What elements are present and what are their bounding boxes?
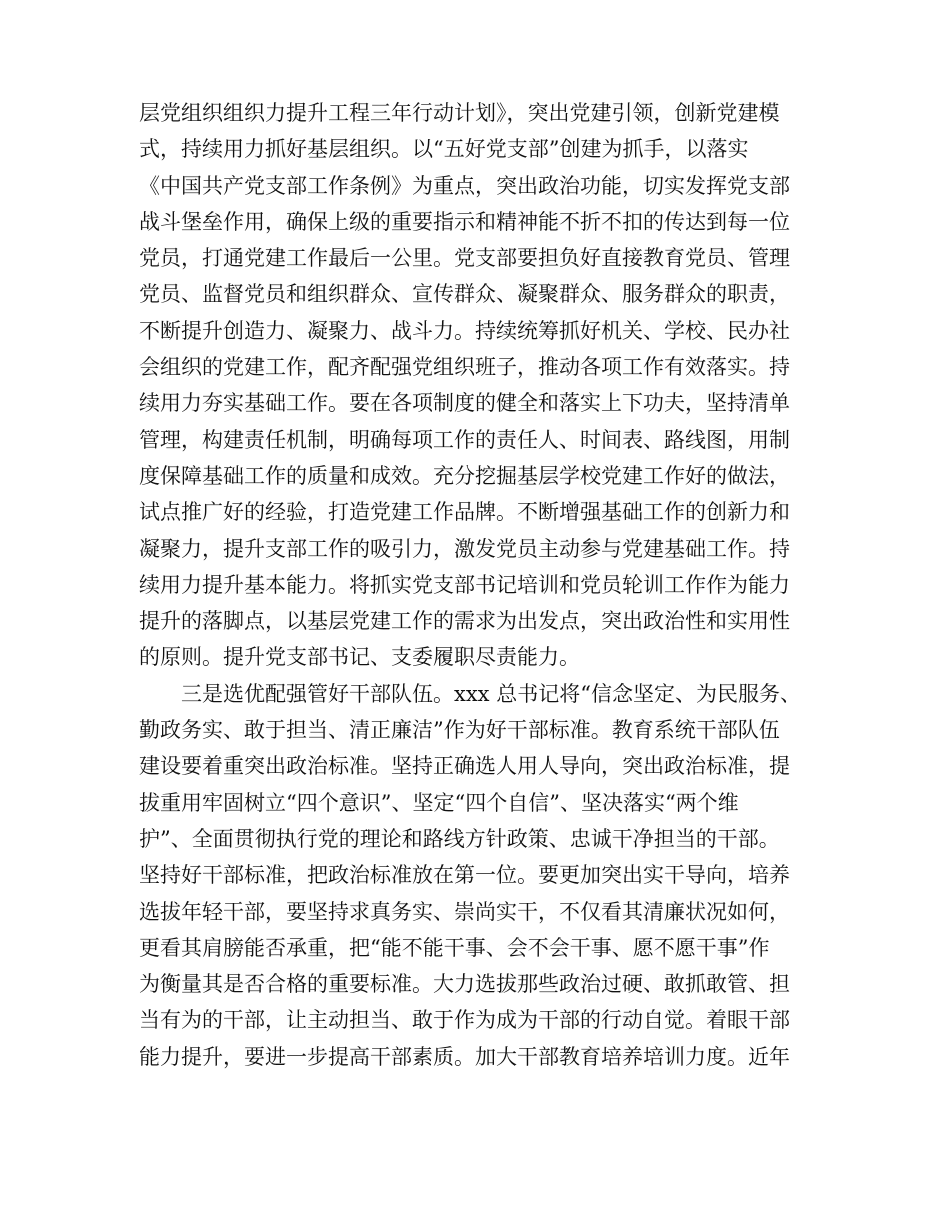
text-line: 的原则。提升党支部书记、支委履职尽责能力。 xyxy=(139,645,580,670)
text-line: 试点推广好的经验，打造党建工作品牌。不断增强基础工作的创新力和 xyxy=(139,500,790,525)
text-line: 选拔年轻干部，要坚持求真务实、崇尚实干，不仅看其清廉状况如何， xyxy=(139,899,790,924)
text-line: 提升的落脚点，以基层党建工作的需求为出发点，突出政治性和实用性 xyxy=(139,609,790,634)
text-line: 式，持续用力抓好基层组织。以“五好党支部”创建为抓手，以落实 xyxy=(139,137,749,162)
text-line: 层党组织组织力提升工程三年行动计划》，突出党建引领，创新党建模 xyxy=(139,101,780,125)
text-line: 当有为的干部，让主动担当、敢于作为成为干部的行动自觉。着眼干部 xyxy=(139,1008,790,1033)
text-line: 三是选优配强管好干部队伍。xxx 总书记将“信念坚定、为民服务、 xyxy=(181,681,801,706)
text-line: 续用力夯实基础工作。要在各项制度的健全和落实上下功夫，坚持清单 xyxy=(139,391,790,416)
text-line: 会组织的党建工作，配齐配强党组织班子，推动各项工作有效落实。持 xyxy=(139,355,790,380)
document-body xyxy=(139,95,839,1075)
text-line: 管理，构建责任机制，明确每项工作的责任人、时间表、路线图，用制 xyxy=(139,427,790,452)
text-line: 《中国共产党支部工作条例》为重点，突出政治功能，切实发挥党支部 xyxy=(139,173,790,198)
text-line: 坚持好干部标准，把政治标准放在第一位。要更加突出实干导向，培养 xyxy=(139,863,790,888)
text-line: 勤政务实、敢于担当、清正廉洁”作为好干部标准。教育系统干部队伍 xyxy=(139,718,780,743)
text-line: 续用力提升基本能力。将抓实党支部书记培训和党员轮训工作作为能力 xyxy=(139,572,790,597)
text-line: 更看其肩膀能否承重，把“能不能干事、会不会干事、愿不愿干事”作 xyxy=(139,935,770,960)
text-line: 护”、全面贯彻执行党的理论和路线方针政策、忠诚干净担当的干部。 xyxy=(139,826,780,851)
paragraph xyxy=(139,676,839,1075)
text-line: 为衡量其是否合格的重要标准。大力选拔那些政治过硬、敢抓敢管、担 xyxy=(139,972,790,997)
text-line: 度保障基础工作的质量和成效。充分挖掘基层学校党建工作好的做法， xyxy=(139,463,790,488)
text-line: 不断提升创造力、凝聚力、战斗力。持续统筹抓好机关、学校、民办社 xyxy=(139,318,790,343)
paragraph xyxy=(139,95,839,676)
text-line: 建设要着重突出政治标准。坚持正确选人用人导向，突出政治标准，提 xyxy=(139,754,790,779)
text-line: 党员、监督党员和组织群众、宣传群众、凝聚群众、服务群众的职责， xyxy=(139,282,790,307)
text-line: 战斗堡垒作用，确保上级的重要指示和精神能不折不扣的传达到每一位 xyxy=(139,209,790,234)
text-line: 能力提升，要进一步提高干部素质。加大干部教育培养培训力度。近年 xyxy=(139,1044,790,1069)
text-line: 拔重用牢固树立“四个意识”、坚定“四个自信”、坚决落实“两个维 xyxy=(139,790,739,815)
text-line: 凝聚力，提升支部工作的吸引力，激发党员主动参与党建基础工作。持 xyxy=(139,536,790,561)
text-line: 党员，打通党建工作最后一公里。党支部要担负好直接教育党员、管理 xyxy=(139,246,790,271)
